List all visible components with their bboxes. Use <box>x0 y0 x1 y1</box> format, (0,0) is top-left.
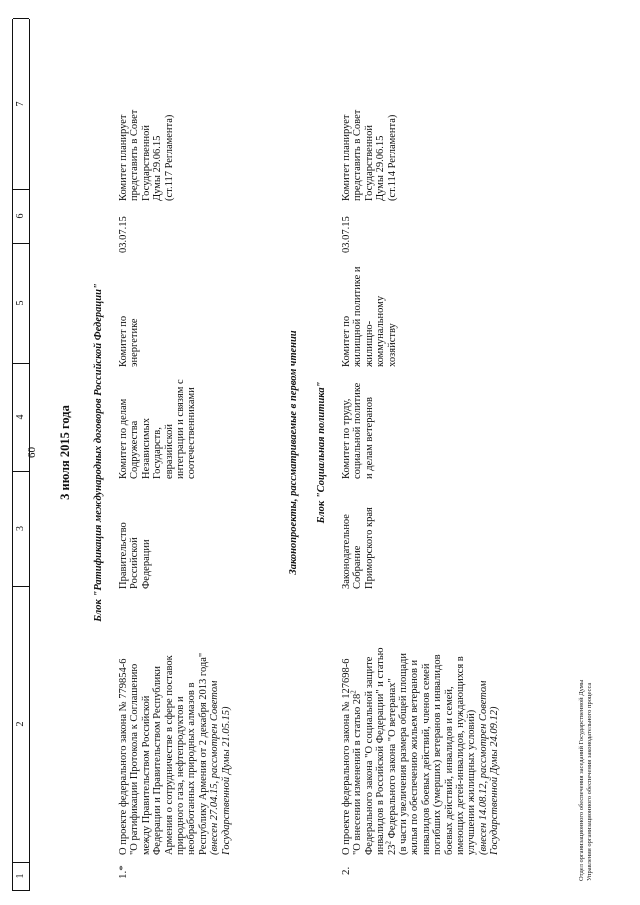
column-header-6: 6 <box>13 189 29 244</box>
row-2-note <box>341 31 398 201</box>
column-header-5: 5 <box>13 243 29 364</box>
row-1-initiator-line-3: Федерации <box>140 539 152 589</box>
row-1-co-committee <box>118 267 141 367</box>
row-1-title-line-8: Республику Армения от 2 декабря 2013 года" <box>197 652 209 855</box>
row-2-responsible-committee <box>341 367 375 479</box>
row-1-committee-line-2: Содружества <box>129 420 141 479</box>
row-1-title-line-5: Армения о сотрудничестве в сфере поставок <box>163 655 175 855</box>
row-2-initiator-line-3: Приморского края <box>363 507 375 589</box>
row-1-title-line-2: "О ратификации Протокола к Соглашению <box>129 663 141 855</box>
row-2-title-line-1: О проекте федерального закона № 127698-6 <box>341 658 352 855</box>
row-2-bill-title <box>341 595 501 855</box>
row-2-title-line-8: инвалидов боевых действий, членов семей <box>420 663 432 855</box>
row-1-committee-line-5: евразийской <box>163 423 175 479</box>
row-2-committee-line-1: Комитет по труду, <box>341 398 352 479</box>
row-2-title-line-12: улучшении жилищных условий) <box>466 709 478 855</box>
row-1-committee-line-6: интеграции и связям с <box>175 379 187 479</box>
row-2-title-line-5: $23^2$ Федерального закона "О ветеранах" <box>384 678 398 855</box>
footer-line-2: Управления организационного обеспечения законодательного процесса <box>586 682 593 881</box>
row-1-responsible-committee <box>118 369 198 479</box>
row-1-title-line-4: Федерации и Правительством Республики <box>152 666 164 855</box>
column-header-2: 2 <box>13 586 29 863</box>
row-1-status-line-2: Государственной Думы 21.05.15) <box>220 706 232 855</box>
row-1-note-line-4: Думы 29.06.15 <box>152 135 164 201</box>
row-2-note-line-5: (ст.114 Регламента) <box>386 114 398 201</box>
row-2-title-line-11: имеющих детей-инвалидов, нуждающихся в <box>455 656 467 855</box>
row-2-committee-line-3: и делам ветеранов <box>363 397 375 479</box>
row-1-initiator-line-2: Российской <box>129 537 141 589</box>
row-2-note-line-3: Государственной <box>363 125 375 201</box>
row-1-committee-line-7: соотечественниками <box>186 387 198 479</box>
row-1-co-committee-line-2: энергетике <box>129 318 141 367</box>
date-heading: 3 июля 2015 года <box>58 405 72 500</box>
row-2-title-line-4: инвалидов в Российской Федерации" и статью <box>375 647 387 855</box>
footer-line-1: Отдел организационного обеспечения заседаний Государственной Думы <box>578 679 585 881</box>
row-1-committee-line-4: Государств, <box>152 427 164 479</box>
row-2-number: 2. <box>340 866 352 875</box>
row-2-article-superscript-2: 2 <box>384 841 393 845</box>
row-2-initiator-line-1: Законодательное <box>341 514 352 589</box>
row-1-status-line-1: (внесен 27.04.15, рассмотрен Советом <box>209 680 221 855</box>
column-number-header <box>12 19 30 891</box>
row-1-date: 03.07.15 <box>118 216 129 253</box>
row-2-title-line-6: (в части увеличения размера общей площади <box>398 653 410 855</box>
row-1-note-line-5: (ст.117 Регламента) <box>163 114 175 201</box>
row-2-co-committee <box>341 257 398 367</box>
row-2-co-committee-line-3: жилищно- <box>363 320 375 367</box>
column-header-1: 1 <box>13 862 29 891</box>
row-2-status-line-1: (внесен 14.08.12, рассмотрен Советом <box>477 680 489 855</box>
row-1-number: 1.* <box>117 865 129 879</box>
row-1-committee-line-3: Независимых <box>140 418 152 479</box>
row-1-note-line-2: представить в Совет <box>129 109 141 201</box>
row-2-note-line-4: Думы 29.06.15 <box>375 135 387 201</box>
row-1-title-line-1: О проекте федерального закона № 779854-6 <box>118 658 129 855</box>
section-heading-first-reading: Законопроекты, рассматриваемые в первом чтении <box>288 330 299 575</box>
row-2-title-line-3: Федерального закона "О социальной защите <box>363 656 375 855</box>
row-1-note-line-3: Государственной <box>140 125 152 201</box>
column-header-7: 7 <box>13 18 29 190</box>
row-1-note <box>118 31 175 201</box>
row-2-title-line-7: жилья по обеспечению жильем ветеранов и <box>409 659 421 855</box>
row-1-title-line-6: природного газа, нефтепродуктов и <box>175 696 187 855</box>
row-2-note-line-2: представить в Совет <box>352 109 364 201</box>
column-header-4: 4 <box>13 363 29 472</box>
row-2-title-line-5-rest: Федерального закона "О ветеранах" <box>386 678 398 841</box>
row-2-committee-line-2: социальной политике <box>352 382 364 479</box>
row-2-title-line-9: погибших (умерших) ветеранов и инвалидов <box>432 654 444 855</box>
row-1-bill-title <box>118 599 232 855</box>
block-heading-social: Блок "Социальная политика" <box>316 381 327 524</box>
row-2-note-line-1: Комитет планирует <box>341 114 352 201</box>
row-2-title-line-10: боевых действий, инвалидов и семей, <box>443 686 455 855</box>
row-2-co-committee-line-2: жилищной политике и <box>352 266 364 367</box>
row-2-initiator-line-2: Собрание <box>352 545 364 589</box>
row-2-co-committee-line-5: хозяйству <box>386 323 398 367</box>
row-1-initiator-line-1: Правительство <box>118 522 129 589</box>
block-heading-ratification: Блок "Ратификация международных договоров Российской Федерации" <box>93 283 104 622</box>
row-2-initiator <box>341 489 375 589</box>
row-2-article-superscript-1: 2 <box>349 690 358 694</box>
row-1-co-committee-line-1: Комитет по <box>118 315 129 367</box>
row-2-co-committee-line-4: коммунальному <box>375 295 387 367</box>
page-number: 60 <box>26 447 38 458</box>
row-1-committee-line-1: Комитет по делам <box>118 398 129 479</box>
row-1-title-line-3: между Правительством Российской <box>140 695 152 855</box>
row-2-co-committee-line-1: Комитет по <box>341 315 352 367</box>
row-1-note-line-1: Комитет планирует <box>118 114 129 201</box>
row-2-status-line-2: Государственной Думы 24.09.12) <box>489 706 501 855</box>
footer-department <box>578 680 594 881</box>
row-2-date: 03.07.15 <box>341 216 352 253</box>
column-header-3: 3 <box>13 471 29 587</box>
row-1-title-line-7: необработанных природных алмазов в <box>186 682 198 855</box>
row-1-initiator <box>118 489 152 589</box>
row-2-title-line-2: "О внесении изменений в статью $28^2$ <box>349 690 364 855</box>
